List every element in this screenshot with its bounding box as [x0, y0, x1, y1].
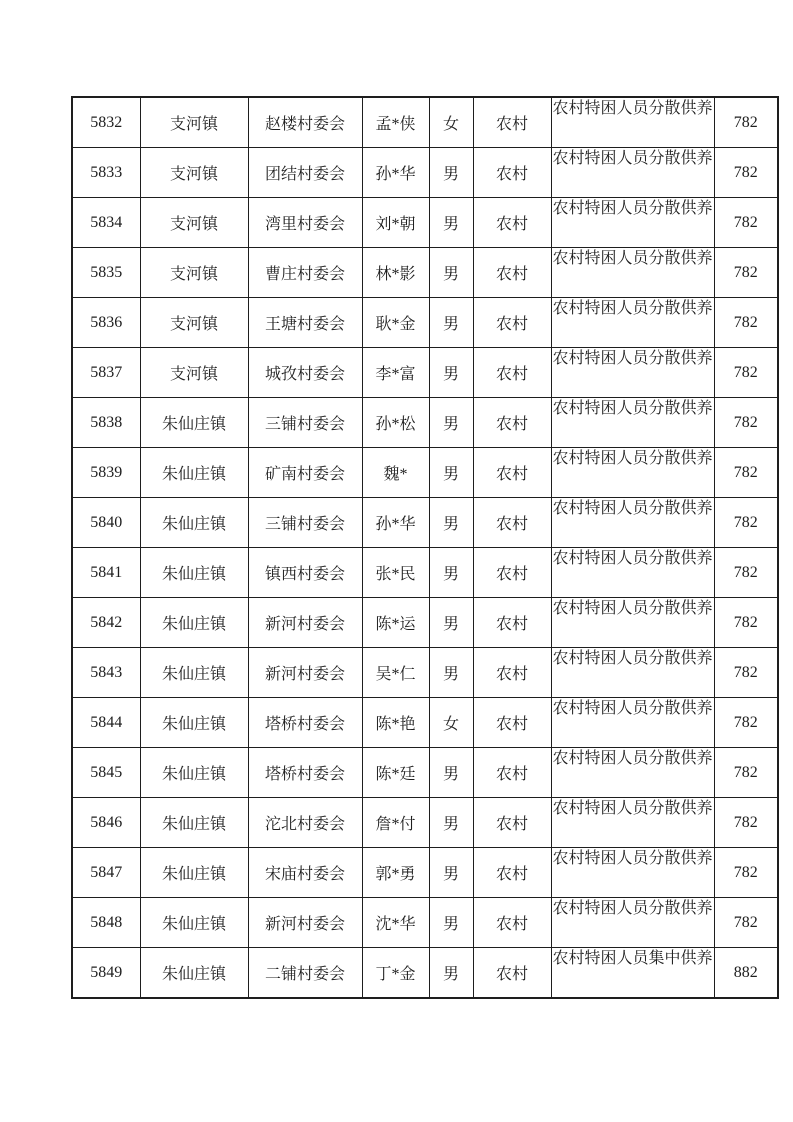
cell-village-committee: 赵楼村委会	[248, 97, 362, 148]
cell-amount: 782	[714, 448, 778, 498]
table-row	[72, 97, 778, 148]
assistance-category-text: 农村特困人员分散供养	[552, 200, 713, 217]
table-row	[72, 148, 778, 198]
cell-residence-type: 农村	[473, 248, 551, 298]
cell-residence-type: 农村	[473, 848, 551, 898]
cell-town: 朱仙庄镇	[140, 798, 248, 848]
cell-village-committee: 团结村委会	[248, 148, 362, 198]
cell-person-name: 刘*朝	[362, 198, 429, 248]
cell-serial-number: 5845	[72, 748, 140, 798]
cell-amount: 882	[714, 948, 778, 999]
cell-assistance-category	[551, 798, 714, 848]
cell-gender: 男	[429, 598, 473, 648]
cell-village-committee: 新河村委会	[248, 898, 362, 948]
table-row	[72, 398, 778, 448]
cell-gender: 男	[429, 348, 473, 398]
cell-town: 支河镇	[140, 148, 248, 198]
assistance-category-text: 农村特困人员分散供养	[552, 800, 713, 817]
cell-residence-type: 农村	[473, 948, 551, 999]
cell-residence-type: 农村	[473, 748, 551, 798]
cell-amount: 782	[714, 97, 778, 148]
table-row	[72, 348, 778, 398]
cell-town: 朱仙庄镇	[140, 698, 248, 748]
cell-residence-type: 农村	[473, 548, 551, 598]
cell-assistance-category	[551, 548, 714, 598]
cell-serial-number: 5846	[72, 798, 140, 848]
cell-gender: 男	[429, 398, 473, 448]
cell-gender: 女	[429, 698, 473, 748]
cell-residence-type: 农村	[473, 498, 551, 548]
cell-person-name: 孟*侠	[362, 97, 429, 148]
cell-amount: 782	[714, 498, 778, 548]
cell-residence-type: 农村	[473, 198, 551, 248]
cell-gender: 男	[429, 898, 473, 948]
cell-town: 支河镇	[140, 248, 248, 298]
cell-amount: 782	[714, 898, 778, 948]
cell-residence-type: 农村	[473, 148, 551, 198]
table-row	[72, 498, 778, 548]
assistance-category-text: 农村特困人员分散供养	[552, 100, 713, 117]
cell-residence-type: 农村	[473, 798, 551, 848]
table-row	[72, 448, 778, 498]
cell-assistance-category	[551, 148, 714, 198]
cell-person-name: 陈*运	[362, 598, 429, 648]
cell-person-name: 郭*勇	[362, 848, 429, 898]
cell-village-committee: 矿南村委会	[248, 448, 362, 498]
table-row	[72, 898, 778, 948]
assistance-category-text: 农村特困人员分散供养	[552, 150, 713, 167]
cell-town: 朱仙庄镇	[140, 648, 248, 698]
assistance-category-text: 农村特困人员分散供养	[552, 700, 713, 717]
assistance-category-text: 农村特困人员分散供养	[552, 400, 713, 417]
cell-serial-number: 5843	[72, 648, 140, 698]
cell-person-name: 吴*仁	[362, 648, 429, 698]
cell-assistance-category	[551, 97, 714, 148]
cell-gender: 男	[429, 548, 473, 598]
cell-person-name: 林*影	[362, 248, 429, 298]
cell-serial-number: 5834	[72, 198, 140, 248]
table-row	[72, 198, 778, 248]
cell-amount: 782	[714, 248, 778, 298]
cell-town: 朱仙庄镇	[140, 448, 248, 498]
table-body	[72, 97, 778, 998]
cell-person-name: 沈*华	[362, 898, 429, 948]
cell-person-name: 张*民	[362, 548, 429, 598]
assistance-category-text: 农村特困人员分散供养	[552, 250, 713, 267]
cell-residence-type: 农村	[473, 898, 551, 948]
cell-village-committee: 塔桥村委会	[248, 748, 362, 798]
cell-serial-number: 5847	[72, 848, 140, 898]
cell-assistance-category	[551, 948, 714, 999]
cell-person-name: 丁*金	[362, 948, 429, 999]
table-row	[72, 798, 778, 848]
cell-serial-number: 5835	[72, 248, 140, 298]
assistance-category-text: 农村特困人员分散供养	[552, 500, 713, 517]
cell-town: 朱仙庄镇	[140, 948, 248, 999]
cell-assistance-category	[551, 848, 714, 898]
table-row	[72, 298, 778, 348]
cell-person-name: 孙*华	[362, 148, 429, 198]
cell-serial-number: 5839	[72, 448, 140, 498]
cell-serial-number: 5832	[72, 97, 140, 148]
cell-town: 支河镇	[140, 298, 248, 348]
cell-gender: 男	[429, 198, 473, 248]
cell-serial-number: 5849	[72, 948, 140, 999]
cell-residence-type: 农村	[473, 398, 551, 448]
cell-amount: 782	[714, 348, 778, 398]
cell-town: 朱仙庄镇	[140, 598, 248, 648]
cell-assistance-category	[551, 348, 714, 398]
cell-amount: 782	[714, 298, 778, 348]
cell-amount: 782	[714, 198, 778, 248]
cell-assistance-category	[551, 448, 714, 498]
cell-amount: 782	[714, 648, 778, 698]
cell-village-committee: 二铺村委会	[248, 948, 362, 999]
cell-person-name: 孙*松	[362, 398, 429, 448]
cell-assistance-category	[551, 498, 714, 548]
cell-village-committee: 三铺村委会	[248, 498, 362, 548]
cell-gender: 男	[429, 498, 473, 548]
cell-assistance-category	[551, 398, 714, 448]
cell-village-committee: 镇西村委会	[248, 548, 362, 598]
assistance-category-text: 农村特困人员集中供养	[552, 950, 713, 967]
cell-gender: 男	[429, 748, 473, 798]
cell-town: 朱仙庄镇	[140, 848, 248, 898]
cell-assistance-category	[551, 198, 714, 248]
cell-amount: 782	[714, 148, 778, 198]
cell-town: 支河镇	[140, 97, 248, 148]
table-row	[72, 248, 778, 298]
assistance-category-text: 农村特困人员分散供养	[552, 900, 713, 917]
cell-gender: 男	[429, 648, 473, 698]
cell-residence-type: 农村	[473, 298, 551, 348]
cell-town: 朱仙庄镇	[140, 748, 248, 798]
cell-gender: 男	[429, 148, 473, 198]
cell-gender: 男	[429, 848, 473, 898]
cell-assistance-category	[551, 748, 714, 798]
cell-town: 朱仙庄镇	[140, 398, 248, 448]
cell-serial-number: 5841	[72, 548, 140, 598]
cell-assistance-category	[551, 298, 714, 348]
cell-village-committee: 城孜村委会	[248, 348, 362, 398]
beneficiary-table	[71, 96, 779, 999]
cell-residence-type: 农村	[473, 648, 551, 698]
cell-person-name: 詹*付	[362, 798, 429, 848]
cell-serial-number: 5836	[72, 298, 140, 348]
table-row	[72, 848, 778, 898]
cell-person-name: 李*富	[362, 348, 429, 398]
cell-town: 朱仙庄镇	[140, 898, 248, 948]
cell-gender: 男	[429, 248, 473, 298]
cell-gender: 男	[429, 798, 473, 848]
cell-village-committee: 新河村委会	[248, 648, 362, 698]
table-row	[72, 598, 778, 648]
assistance-category-text: 农村特困人员分散供养	[552, 850, 713, 867]
cell-serial-number: 5840	[72, 498, 140, 548]
cell-amount: 782	[714, 848, 778, 898]
cell-assistance-category	[551, 648, 714, 698]
cell-serial-number: 5833	[72, 148, 140, 198]
cell-assistance-category	[551, 898, 714, 948]
cell-residence-type: 农村	[473, 348, 551, 398]
cell-village-committee: 塔桥村委会	[248, 698, 362, 748]
cell-serial-number: 5842	[72, 598, 140, 648]
cell-gender: 男	[429, 948, 473, 999]
table-row	[72, 748, 778, 798]
table-row	[72, 548, 778, 598]
cell-amount: 782	[714, 598, 778, 648]
cell-assistance-category	[551, 698, 714, 748]
cell-person-name: 耿*金	[362, 298, 429, 348]
cell-amount: 782	[714, 698, 778, 748]
cell-serial-number: 5838	[72, 398, 140, 448]
cell-village-committee: 三铺村委会	[248, 398, 362, 448]
cell-residence-type: 农村	[473, 698, 551, 748]
assistance-category-text: 农村特困人员分散供养	[552, 600, 713, 617]
cell-residence-type: 农村	[473, 448, 551, 498]
cell-serial-number: 5837	[72, 348, 140, 398]
cell-village-committee: 曹庄村委会	[248, 248, 362, 298]
cell-amount: 782	[714, 548, 778, 598]
assistance-category-text: 农村特困人员分散供养	[552, 350, 713, 367]
cell-person-name: 孙*华	[362, 498, 429, 548]
cell-person-name: 陈*艳	[362, 698, 429, 748]
cell-amount: 782	[714, 798, 778, 848]
cell-person-name: 陈*廷	[362, 748, 429, 798]
cell-town: 朱仙庄镇	[140, 498, 248, 548]
assistance-category-text: 农村特困人员分散供养	[552, 650, 713, 667]
table-row	[72, 948, 778, 999]
cell-town: 朱仙庄镇	[140, 548, 248, 598]
cell-village-committee: 新河村委会	[248, 598, 362, 648]
cell-village-committee: 王塘村委会	[248, 298, 362, 348]
table-row	[72, 648, 778, 698]
cell-amount: 782	[714, 748, 778, 798]
cell-serial-number: 5844	[72, 698, 140, 748]
cell-assistance-category	[551, 248, 714, 298]
assistance-category-text: 农村特困人员分散供养	[552, 750, 713, 767]
cell-village-committee: 宋庙村委会	[248, 848, 362, 898]
assistance-category-text: 农村特困人员分散供养	[552, 550, 713, 567]
cell-village-committee: 沱北村委会	[248, 798, 362, 848]
cell-serial-number: 5848	[72, 898, 140, 948]
assistance-category-text: 农村特困人员分散供养	[552, 300, 713, 317]
cell-residence-type: 农村	[473, 97, 551, 148]
cell-residence-type: 农村	[473, 598, 551, 648]
assistance-category-text: 农村特困人员分散供养	[552, 450, 713, 467]
cell-gender: 男	[429, 448, 473, 498]
cell-town: 支河镇	[140, 198, 248, 248]
table-row	[72, 698, 778, 748]
cell-person-name: 魏*	[362, 448, 429, 498]
cell-gender: 女	[429, 97, 473, 148]
cell-amount: 782	[714, 398, 778, 448]
cell-gender: 男	[429, 298, 473, 348]
cell-assistance-category	[551, 598, 714, 648]
cell-town: 支河镇	[140, 348, 248, 398]
cell-village-committee: 湾里村委会	[248, 198, 362, 248]
